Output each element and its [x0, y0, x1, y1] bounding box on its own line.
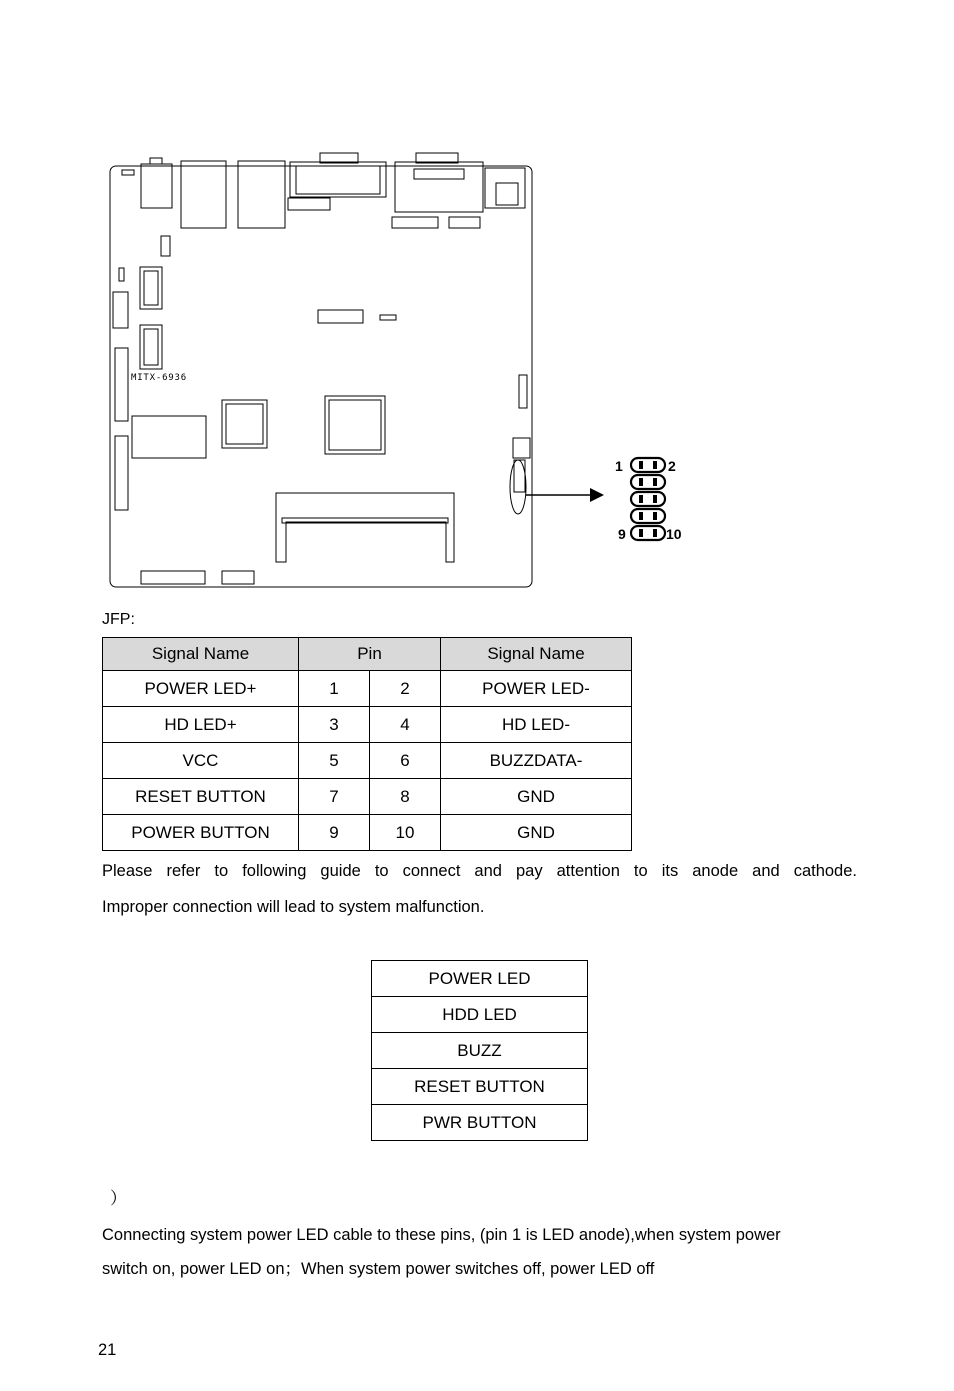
legend-item: RESET BUTTON [372, 1069, 588, 1105]
signal-right: GND [441, 779, 632, 815]
connection-legend-table [371, 960, 588, 1141]
signal-left: POWER LED+ [103, 671, 299, 707]
header [449, 217, 480, 228]
pin-label-1: 1 [615, 458, 623, 474]
description-paragraph [102, 1218, 862, 1286]
table-row [372, 1105, 588, 1141]
jfp-highlight [510, 460, 526, 514]
legend-item: BUZZ [372, 1033, 588, 1069]
pin-even: 8 [370, 779, 441, 815]
closing-parenthesis: ） [110, 1189, 127, 1208]
table-row [103, 743, 632, 779]
description-line1: Connecting system power LED cable to these pins, (pin 1 is LED anode),when system power [102, 1226, 781, 1244]
signal-right: GND [441, 815, 632, 851]
pin-label-9: 9 [618, 526, 626, 542]
pin-odd: 1 [299, 671, 370, 707]
legend-item: PWR BUTTON [372, 1105, 588, 1141]
table-header-row [103, 638, 632, 671]
header [392, 217, 438, 228]
sata-connector [140, 325, 162, 369]
signal-right: BUZZDATA- [441, 743, 632, 779]
small-connector [122, 170, 134, 175]
jfp-pin-table [102, 637, 632, 851]
header [288, 198, 330, 210]
usb-stack [238, 161, 285, 228]
cpu [325, 396, 385, 454]
signal-left: POWER BUTTON [103, 815, 299, 851]
chip [132, 416, 206, 458]
motherboard-diagram [100, 150, 700, 590]
table-row [103, 707, 632, 743]
pin-even: 6 [370, 743, 441, 779]
pin-label-10: 10 [666, 526, 682, 542]
chipset [222, 400, 267, 448]
table-row [372, 1069, 588, 1105]
header-pin: Pin [299, 638, 441, 671]
power-jack [141, 164, 172, 208]
pin-odd: 9 [299, 815, 370, 851]
pin-even: 4 [370, 707, 441, 743]
table-row [372, 1033, 588, 1069]
usb-stack [181, 161, 226, 228]
guide-text-line1: Please refer to following guide to connect and pay attention to its anode and cathode. [102, 862, 857, 880]
description-line2: switch on, power LED on；When system power switches off, power LED off [102, 1260, 655, 1278]
header-signal-name: Signal Name [441, 638, 632, 671]
pin-even: 10 [370, 815, 441, 851]
pin-label-2: 2 [668, 458, 676, 474]
pin-header-icon [631, 458, 665, 540]
sata-connector [140, 267, 162, 309]
com-port [290, 162, 386, 197]
signal-left: HD LED+ [103, 707, 299, 743]
signal-left: VCC [103, 743, 299, 779]
motherboard-drawing [100, 150, 700, 590]
pin-odd: 7 [299, 779, 370, 815]
legend-item: HDD LED [372, 997, 588, 1033]
memory-slot [276, 493, 454, 562]
pin-odd: 5 [299, 743, 370, 779]
signal-right: POWER LED- [441, 671, 632, 707]
page-number: 21 [98, 1341, 117, 1359]
table-row [103, 779, 632, 815]
legend-item: POWER LED [372, 961, 588, 997]
signal-right: HD LED- [441, 707, 632, 743]
arrow-icon [590, 488, 604, 502]
table-row [372, 997, 588, 1033]
pin-odd: 3 [299, 707, 370, 743]
guide-text-line2: Improper connection will lead to system malfunction. [102, 898, 485, 916]
signal-left: RESET BUTTON [103, 779, 299, 815]
pin-even: 2 [370, 671, 441, 707]
jfp-header [514, 460, 525, 492]
table-row [372, 961, 588, 997]
table-row [103, 815, 632, 851]
board-model-label: MITX-6936 [131, 373, 187, 383]
table-row [103, 671, 632, 707]
jfp-caption: JFP: [102, 611, 135, 628]
header-signal-name: Signal Name [103, 638, 299, 671]
